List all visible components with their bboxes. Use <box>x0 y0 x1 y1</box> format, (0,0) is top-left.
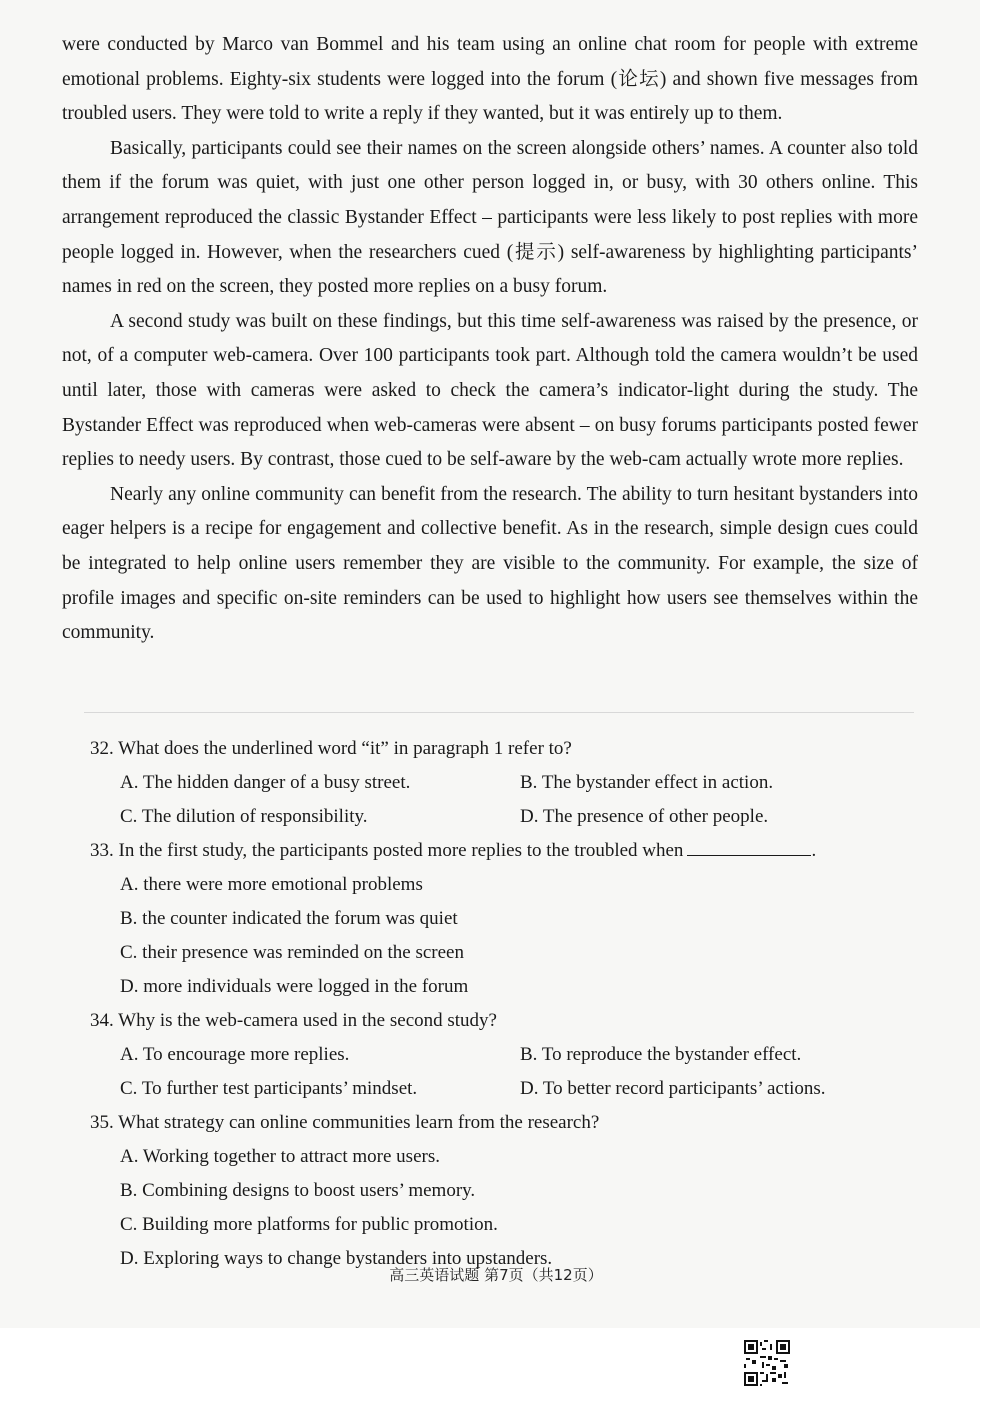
reading-passage <box>62 28 918 651</box>
option-a[interactable]: A. The hidden danger of a busy street. <box>120 772 411 793</box>
question-stem: 34. Why is the web-camera used in the second study? <box>90 1010 497 1031</box>
option-b[interactable]: B. Combining designs to boost users’ memory. <box>120 1180 476 1201</box>
option-d[interactable]: D. To better record participants’ actions. <box>520 1078 826 1099</box>
option-d[interactable]: D. The presence of other people. <box>520 806 769 827</box>
option-c[interactable]: C. Building more platforms for public promotion. <box>120 1214 498 1235</box>
question-stem: 32. What does the underlined word “it” in paragraph 1 refer to? <box>90 738 572 759</box>
option-a[interactable]: A. Working together to attract more users. <box>120 1146 440 1167</box>
option-d[interactable]: D. Exploring ways to change bystanders into upstanders. <box>120 1248 553 1269</box>
question-32 <box>90 732 920 834</box>
option-d[interactable]: D. more individuals were logged in the forum <box>120 976 469 997</box>
question-34 <box>90 1004 920 1106</box>
option-c[interactable]: C. To further test participants’ mindset. <box>120 1078 418 1099</box>
question-stem: 35. What strategy can online communities learn from the research? <box>90 1112 600 1133</box>
option-b[interactable]: B. the counter indicated the forum was quiet <box>120 908 458 929</box>
page-footer: 高三英语试题 第7页（共12页） <box>389 1266 603 1284</box>
qr-code-icon <box>744 1340 790 1386</box>
option-c[interactable]: C. their presence was reminded on the screen <box>120 942 464 963</box>
option-c[interactable]: C. The dilution of responsibility. <box>120 806 368 827</box>
answer-blank <box>687 837 811 856</box>
option-b[interactable]: B. To reproduce the bystander effect. <box>520 1044 802 1065</box>
option-a[interactable]: A. there were more emotional problems <box>120 874 423 895</box>
option-b[interactable]: B. The bystander effect in action. <box>520 772 774 793</box>
paragraph-1: were conducted by Marco van Bommel and his team using an online chat room for people with extreme emotional problems. Eighty-six students were logged into the forum (论坛) and shown five messages from troubled users. They were told to write a reply if they wanted, but it was entirely up to them. <box>62 34 918 125</box>
question-stem: 33. In the first study, the participants posted more replies to the troubled when <box>90 840 684 861</box>
passage-box-border <box>84 712 914 713</box>
paragraph-3: A second study was built on these findings, but this time self-awareness was raised by the presence, or not, of a computer web-camera. Over 100 participants took part. Although told the camera wouldn’t be used until later, those with cameras were asked to check the camera’s indicator-light during the study. The Bystander Effect was reproduced when web-cameras were absent – on busy forums participants posted fewer replies to needy users. By contrast, those cued to be self-aware by the web-cam actually wrote more replies. <box>62 310 918 471</box>
option-a[interactable]: A. To encourage more replies. <box>120 1044 350 1065</box>
paragraph-4: Nearly any online community can benefit from the research. The ability to turn hesitant bystanders into eager helpers is a recipe for engagement and collective benefit. As in the research, simple design cues could be integrated to help online users remember they are visible to the community. For example, the size of profile images and specific on-site reminders can be used to highlight how users see themselves within the community. <box>62 483 918 644</box>
paragraph-2: Basically, participants could see their names on the screen alongside others’ names. A counter also told them if the forum was quiet, with just one other person logged in, or busy, with 30 others online. This arrangement reproduced the classic Bystander Effect – participants were less likely to post replies with more people logged in. However, when the researchers cued (提示) self-awareness by highlighting participants’ names in red on the screen, they posted more replies on a busy forum. <box>62 137 918 298</box>
question-35 <box>90 1106 920 1276</box>
question-33: 33. In the first study, the participants posted more replies to the troubled when . A. there were more emotional problems B. the counter indicated the forum was quiet C. their presence was reminded on the screen D. more individuals were logged in the forum <box>90 834 920 1004</box>
question-list <box>90 732 920 1276</box>
